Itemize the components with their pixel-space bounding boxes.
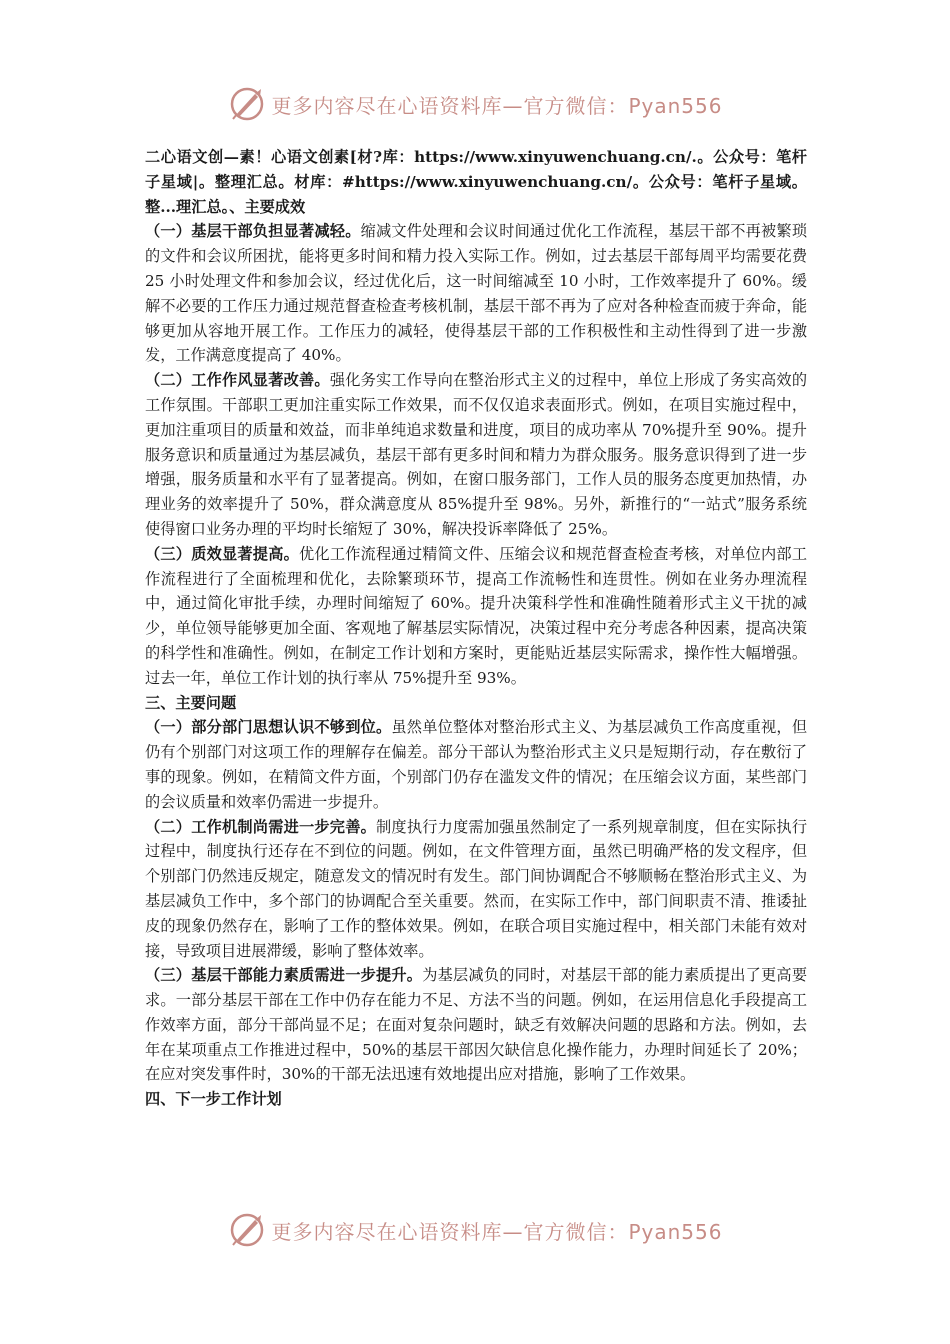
intro-paragraph: 二心语文创—素！心语文创素[材?库：https://www.xinyuwenchuang.cn/.。公众号：笔杆子星域|。整理汇总。材库：#https://www.xinyuwenchuang.cn/。公众号：笔杆子星域。整...理汇总。、主要成效 — [145, 148, 807, 216]
quill-logo-icon — [227, 84, 267, 124]
paragraph-lead: （一）基层干部负担显著减轻。 — [145, 222, 361, 241]
paragraph-text: 强化务实工作导向在整治形式主义的过程中，单位上形成了务实高效的工作氛围。干部职工更加注重实际工作效果，而不仅仅追求表面形式。例如，在项目实施过程中，更加注重项目的质量和效益，而非单纯追求数量和进度，项目的成功率从 70%提升至 90%。提升服务意识和质量通过为基层减负，基层干部有更多时间和精力为群众服务。服务意识得到了进一步增强，服务质量和水平有了显著提高。例如，在窗口服务部门，工作人员的服务态度更加热情，办理业务的效率提升了 50%，群众满意度从 85%提升至 98%。另外，新推行的“一站式”服务系统使得窗口业务办理的平均时长缩短了 30%，解决投诉率降低了 25%。 — [145, 371, 808, 538]
footer-watermark-text: 更多内容尽在心语资料库—官方微信：Pyan556 — [271, 1219, 723, 1244]
quill-logo-icon — [227, 1210, 267, 1250]
paragraph-burden-reduced — [145, 219, 807, 368]
paragraph-work-style — [145, 368, 807, 542]
section-heading-next-plan: 四、下一步工作计划 — [145, 1090, 282, 1109]
paragraph-awareness — [145, 715, 807, 814]
header-watermark-text: 更多内容尽在心语资料库—官方微信：Pyan556 — [271, 93, 723, 118]
section-heading-problems: 三、主要问题 — [145, 693, 237, 712]
paragraph-lead: （一）部分部门思想认识不够到位。 — [145, 718, 392, 737]
paragraph-lead: （三）质效显著提高。 — [145, 544, 300, 563]
paragraph-text: 优化工作流程通过精简文件、压缩会议和规范督查检查考核，对单位内部工作流程进行了全面梳理和优化，去除繁琐环节，提高工作流畅性和连贯性。例如在业务办理流程中，通过简化审批手续，办理时间缩短了 60%。提升决策科学性和准确性随着形式主义干扰的减少，单位领导能够更加全面、客观地了解基层实际情况，决策过程中充分考虑各种因素，提高决策的科学性和准确性。例如，在制定工作计划和方案时，更能贴近基层实际需求，操作性大幅增强。过去一年，单位工作计划的执行率从 75%提升至 93%。 — [145, 544, 808, 687]
paragraph-text: 制度执行力度需加强虽然制定了一系列规章制度，但在实际执行过程中，制度执行还存在不到位的问题。例如，在文件管理方面，虽然已明确严格的发文程序，但个别部门仍然违反规定，随意发文的情况时有发生。部门间协调配合不够顺畅在整治形式主义、为基层减负工作中，多个部门的协调配合至关重要。然而，在实际工作中，部门间职责不清、推诿扯皮的现象仍然存在，影响了工作的整体效果。例如，在联合项目实施过程中，相关部门未能有效对接，导致项目进展滞缓，影响了整体效率。 — [145, 817, 808, 960]
paragraph-lead: （二）工作机制尚需进一步完善。 — [145, 817, 377, 836]
document-body — [145, 145, 807, 1112]
header-watermark-banner — [0, 82, 950, 126]
paragraph-mechanism — [145, 815, 807, 964]
paragraph-capability — [145, 963, 807, 1087]
paragraph-text: 缩减文件处理和会议时间通过优化工作流程，基层干部不再被繁琐的文件和会议所困扰，能将更多时间和精力投入实际工作。例如，过去基层干部每周平均需要花费 25 小时处理文件和参加会议，经过优化后，这一时间缩减至 10 小时，工作效率提升了 60%。缓解不必要的工作压力通过规范督查检查考核机制，基层干部不再为了应对各种检查而疲于奔命，能够更加从容地开展工作。工作压力的减轻，使得基层干部的工作积极性和主动性得到了进一步激发，工作满意度提高了 40%。 — [145, 222, 808, 365]
paragraph-quality-efficiency — [145, 542, 807, 691]
paragraph-lead: （二）工作作风显著改善。 — [145, 371, 330, 390]
paragraph-text: 为基层减负的同时，对基层干部的能力素质提出了更高要求。一部分基层干部在工作中仍存在能力不足、方法不当的问题。例如，在运用信息化手段提高工作效率方面，部分干部尚显不足；在面对复杂问题时，缺乏有效解决问题的思路和方法。例如，去年在某项重点工作推进过程中，50%的基层干部因欠缺信息化操作能力，办理时间延长了 20%；在应对突发事件时，30%的干部无法迅速有效地提出应对措施，影响了工作效果。 — [145, 966, 808, 1084]
paragraph-lead: （三）基层干部能力素质需进一步提升。 — [145, 966, 423, 985]
footer-watermark-banner — [0, 1208, 950, 1252]
paragraph-text: 虽然单位整体对整治形式主义、为基层减负工作高度重视，但仍有个别部门对这项工作的理解存在偏差。部分干部认为整治形式主义只是短期行动，存在敷衍了事的现象。例如，在精简文件方面，个别部门仍存在滥发文件的情况；在压缩会议方面，某些部门的会议质量和效率仍需进一步提升。 — [145, 718, 808, 811]
